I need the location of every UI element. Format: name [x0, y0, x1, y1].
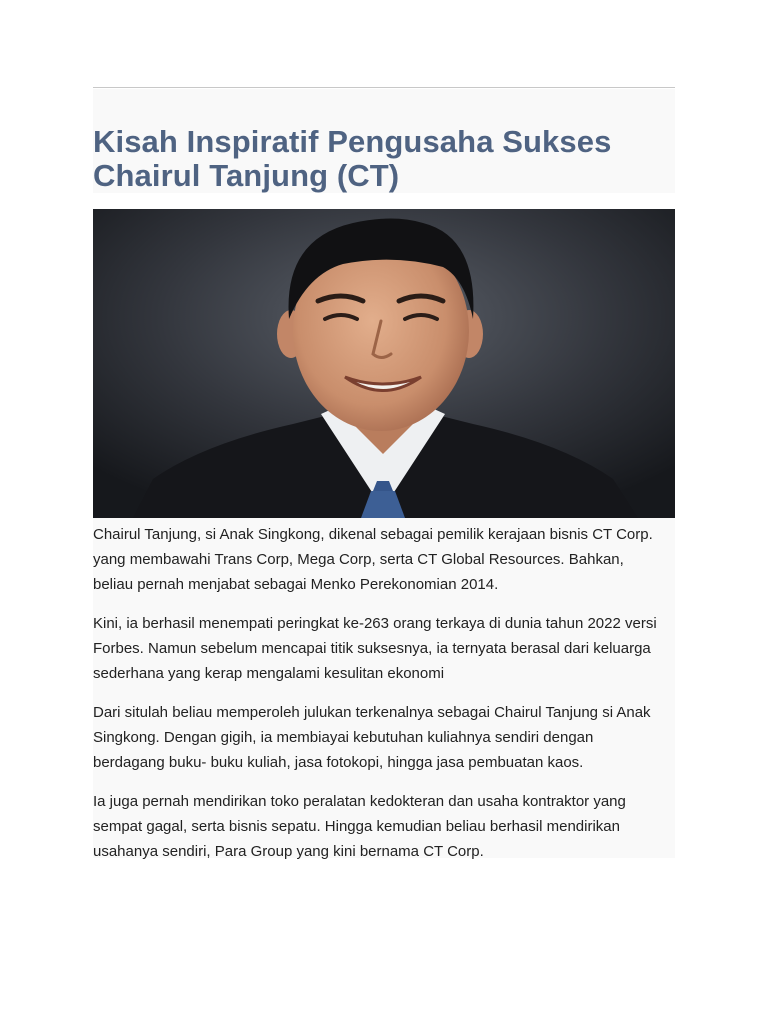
- paragraph-4-line-1: Ia juga pernah mendirikan toko peralatan kedokteran dan usaha kontraktor yang: [93, 793, 626, 810]
- paragraph-2: [93, 611, 693, 686]
- paragraph-4-line-3: usahanya sendiri, Para Group yang kini bernama CT Corp.: [93, 843, 484, 860]
- paragraph-4: [93, 789, 693, 864]
- paragraph-3-line-1: Dari situlah beliau memperoleh julukan terkenalnya sebagai Chairul Tanjung si Anak: [93, 704, 651, 721]
- paragraph-3-line-2: Singkong. Dengan gigih, ia membiayai kebutuhan kuliahnya sendiri dengan: [93, 729, 594, 746]
- article-title: [93, 125, 675, 193]
- paragraph-1: [93, 522, 693, 597]
- paragraph-1-line-1: Chairul Tanjung, si Anak Singkong, dikenal sebagai pemilik kerajaan bisnis CT Corp.: [93, 526, 653, 543]
- paragraph-4-line-2: sempat gagal, serta bisnis sepatu. Hingga kemudian beliau berhasil mendirikan: [93, 818, 620, 835]
- paragraph-2-line-1: Kini, ia berhasil menempati peringkat ke-263 orang terkaya di dunia tahun 2022 versi: [93, 615, 657, 632]
- paragraph-2-line-2: Forbes. Namun sebelum mencapai titik suksesnya, ia ternyata berasal dari keluarga: [93, 640, 651, 657]
- article-title-line-2: Chairul Tanjung (CT): [93, 158, 400, 193]
- paragraph-2-line-3: sederhana yang kerap mengalami kesulitan ekonomi: [93, 665, 445, 682]
- top-divider: [93, 87, 675, 88]
- paragraph-3: [93, 700, 693, 775]
- article-body: [93, 518, 675, 858]
- paragraph-1-line-3: beliau pernah menjabat sebagai Menko Perekonomian 2014.: [93, 576, 499, 593]
- article-title-line-1: Kisah Inspiratif Pengusaha Sukses: [93, 124, 612, 159]
- paragraph-1-line-2: yang membawahi Trans Corp, Mega Corp, serta CT Global Resources. Bahkan,: [93, 551, 624, 568]
- portrait-photo-icon: [93, 209, 675, 518]
- paragraph-3-line-3: berdagang buku- buku kuliah, jasa fotokopi, hingga jasa pembuatan kaos.: [93, 754, 584, 771]
- title-block: [93, 89, 675, 193]
- portrait-photo: [93, 209, 675, 518]
